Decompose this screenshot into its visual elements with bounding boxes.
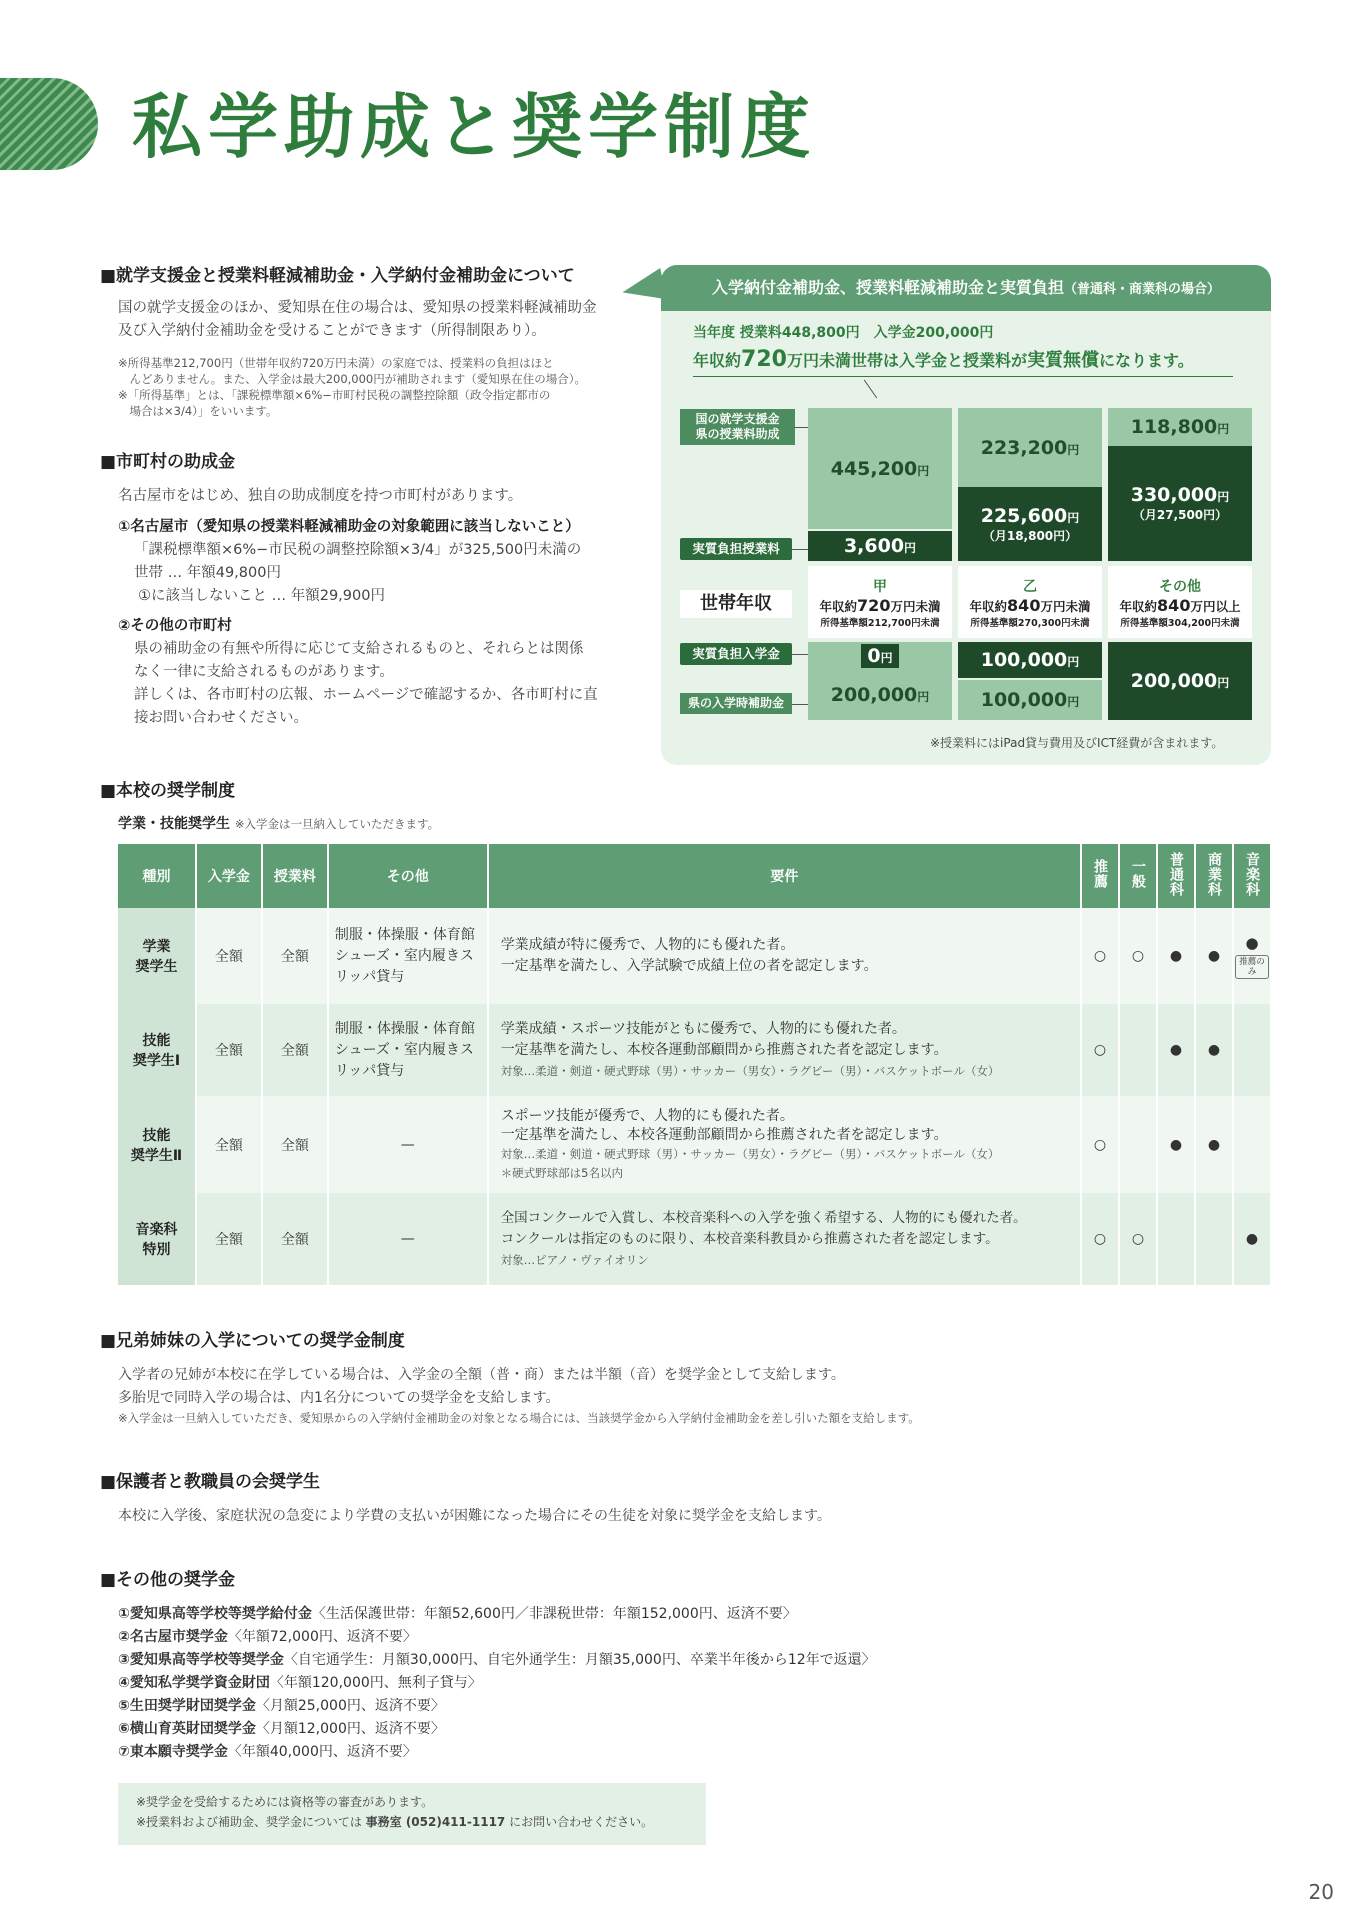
item-detail: 〈年額40,000円、返済不要〉 bbox=[227, 1744, 417, 1760]
bracket-name: 乙 bbox=[1023, 578, 1037, 595]
income-pre: 年収約 bbox=[1119, 598, 1158, 614]
col-header-futsu bbox=[1157, 844, 1195, 908]
section-heading-scholarship: ■本校の奨学制度 bbox=[100, 781, 236, 801]
footer-note-line: ※奨学金を受給するためには資格等の審査があります。 bbox=[136, 1795, 434, 1809]
recommend-only-badge: 推薦のみ bbox=[1235, 955, 1269, 979]
income-number: 840 bbox=[1157, 595, 1191, 615]
table-row bbox=[118, 1096, 1271, 1193]
income-post: 万円未満 bbox=[890, 598, 941, 614]
col-c-support bbox=[1108, 408, 1252, 446]
vertical-text: 音楽科 bbox=[1243, 851, 1260, 897]
label-tick bbox=[792, 549, 808, 550]
mark-ippan: ○ bbox=[1119, 1193, 1157, 1285]
headline-post: になります。 bbox=[1098, 351, 1194, 370]
value: 200,000 bbox=[1130, 670, 1218, 692]
req-line: 一定基準を満たし、入学試験で成績上位の者を認定します。 bbox=[500, 958, 878, 974]
income-base: 所得基準額304,200円未満 bbox=[1120, 617, 1240, 629]
row-entry: 全額 bbox=[196, 1096, 262, 1193]
req-target: 対象…柔道・剣道・硬式野球（男）・サッカー（男女）・ラグビー（男）・バスケットボール（女） bbox=[500, 1146, 1000, 1161]
income-pre: 年収約 bbox=[969, 598, 1008, 614]
unit: 円 bbox=[1217, 676, 1230, 690]
income-pre: 年収約 bbox=[819, 598, 858, 614]
row-type: 音楽科 特別 bbox=[118, 1193, 196, 1285]
col-a-burden-entry bbox=[861, 644, 899, 668]
mark-ongaku bbox=[1233, 1096, 1271, 1193]
value: 200,000 bbox=[830, 684, 918, 706]
unit: 円 bbox=[917, 463, 930, 478]
col-header-shogyo bbox=[1195, 844, 1233, 908]
item-detail: 〈年額72,000円、返済不要〉 bbox=[227, 1629, 417, 1645]
label-line: 国の就学支援金 bbox=[695, 412, 780, 426]
mark-shogyo: ● bbox=[1195, 908, 1233, 1004]
col-header-tuition: 授業料 bbox=[262, 844, 328, 908]
siblings-line: 入学者の兄姉が本校に在学している場合は、入学金の全額（普・商）または半額（音）を奨学金として支給します。 bbox=[118, 1367, 845, 1383]
support-body-line: 及び入学納付金補助金を受けることができます（所得制限あり）。 bbox=[118, 323, 546, 339]
value: 445,200 bbox=[830, 457, 918, 480]
table-row bbox=[118, 1004, 1271, 1096]
support-note-line: ※所得基準212,700円（世帯年収約720万円未満）の家庭では、授業料の負担はほと bbox=[118, 356, 554, 370]
siblings-line: 多胎児で同時入学の場合は、内1名分についての奨学金を支給します。 bbox=[118, 1390, 560, 1406]
page-number: 20 bbox=[1308, 1880, 1334, 1904]
support-notes bbox=[118, 355, 586, 419]
support-note-line: 場合は×3/4）」をいいます。 bbox=[118, 404, 278, 418]
row-type: 学業 奨学生 bbox=[118, 908, 196, 1004]
value: 100,000 bbox=[980, 689, 1068, 711]
municipal-item1-line: 「課税標準額×6%−市民税の調整控除額×3/4」が325,500円未満の bbox=[134, 542, 582, 558]
vertical-text: 一般 bbox=[1130, 859, 1147, 889]
municipal-item2-line: なく一律に支給されるものがあります。 bbox=[134, 664, 394, 680]
support-note-line: ※「所得基準」とは、「課税標準額×6%−市町村民税の調整控除額（政令指定都市の bbox=[118, 388, 551, 402]
note-pre: ※授業料および補助金、奨学金については bbox=[136, 1815, 366, 1829]
row-tuition: 全額 bbox=[262, 1096, 328, 1193]
col-a-income bbox=[808, 566, 952, 638]
value: 118,800 bbox=[1130, 416, 1218, 438]
item-name: ④愛知私学奨学資金財団 bbox=[118, 1675, 270, 1691]
table-header-row bbox=[118, 844, 1271, 908]
value: 225,600 bbox=[980, 504, 1068, 527]
section-heading-pta: ■保護者と教職員の会奨学生 bbox=[100, 1472, 321, 1492]
chart-fees-line: 当年度 授業料448,800円 入学金200,000円 bbox=[693, 325, 994, 341]
row-other: — bbox=[328, 1193, 488, 1285]
item-detail: 〈生活保護世帯：年額52,600円／非課税世帯：年額152,000円、返済不要〉 bbox=[311, 1606, 797, 1622]
value-label bbox=[1131, 416, 1230, 438]
col-header-entry: 入学金 bbox=[196, 844, 262, 908]
header-decoration bbox=[0, 78, 98, 170]
mark-shogyo: ● bbox=[1195, 1096, 1233, 1193]
income-line bbox=[970, 596, 1091, 615]
list-item bbox=[118, 1718, 876, 1741]
col-b-income bbox=[958, 566, 1102, 638]
municipal-item2-line: 詳しくは、各市町村の広報、ホームページで確認するか、各市町村に直 bbox=[134, 687, 598, 703]
value-label bbox=[981, 689, 1080, 711]
item-detail: 〈月額12,000円、返済不要〉 bbox=[255, 1721, 445, 1737]
col-b-burden-tuition bbox=[958, 487, 1102, 561]
row-entry: 全額 bbox=[196, 1193, 262, 1285]
footer-notes bbox=[136, 1792, 706, 1832]
col-c-income bbox=[1108, 566, 1252, 638]
unit: 円 bbox=[1067, 655, 1080, 669]
unit: 円 bbox=[1217, 490, 1230, 504]
section-heading-municipal: ■市町村の助成金 bbox=[100, 452, 236, 472]
mark-ongaku bbox=[1233, 1004, 1271, 1096]
municipal-intro: 名古屋市をはじめ、独自の助成制度を持つ市町村があります。 bbox=[118, 488, 523, 504]
bracket-name: その他 bbox=[1159, 578, 1201, 595]
label-burden-tuition: 実質負担授業料 bbox=[680, 538, 792, 560]
headline-emphasis: 実質無償 bbox=[1026, 350, 1099, 371]
value: 100,000 bbox=[980, 649, 1068, 671]
req-line: 一定基準を満たし、本校各運動部顧問から推薦された者を認定します。 bbox=[500, 1041, 948, 1058]
vertical-text: 推薦 bbox=[1092, 859, 1109, 889]
municipal-item1-line: 世帯 … 年額49,800円 bbox=[134, 565, 281, 581]
income-base: 所得基準額270,300円未満 bbox=[970, 617, 1090, 629]
req-target: 対象…柔道・剣道・硬式野球（男）・サッカー（男女）・ラグビー（男）・バスケットボール（女） bbox=[500, 1063, 1000, 1078]
mark-ongaku bbox=[1233, 908, 1271, 1004]
col-header-ippan bbox=[1119, 844, 1157, 908]
req-line: 全国コンクールで入賞し、本校音楽科への入学を強く希望する、人物的にも優れた者。 bbox=[500, 1209, 1027, 1226]
col-a-burden-tuition bbox=[808, 531, 952, 561]
mark-ippan bbox=[1119, 1004, 1157, 1096]
income-post: 万円未満 bbox=[1040, 598, 1091, 614]
footer-note-line bbox=[136, 1812, 706, 1832]
list-item bbox=[118, 1672, 876, 1695]
label-tick bbox=[795, 427, 808, 428]
item-detail: 〈年額120,000円、無利子貸与〉 bbox=[269, 1675, 482, 1691]
income-base: 所得基準額212,700円未満 bbox=[820, 617, 940, 629]
req-target: 対象…ピアノ・ヴァイオリン bbox=[500, 1252, 649, 1267]
municipal-item2-title: ②その他の市町村 bbox=[118, 618, 232, 634]
mark-suisen: ○ bbox=[1081, 908, 1119, 1004]
municipal-item1-title: ①名古屋市（愛知県の授業料軽減補助金の対象範囲に該当しないこと） bbox=[118, 519, 580, 535]
mark-ippan: ○ bbox=[1119, 908, 1157, 1004]
value-label bbox=[981, 437, 1080, 459]
req-line: スポーツ技能が優秀で、人物的にも優れた者。 bbox=[500, 1107, 794, 1124]
municipal-item2-line: 接お問い合わせください。 bbox=[134, 710, 308, 726]
item-detail: 〈月額25,000円、返済不要〉 bbox=[255, 1698, 445, 1714]
mark-futsu: ● bbox=[1157, 908, 1195, 1004]
req-line: 学業成績が特に優秀で、人物的にも優れた者。 bbox=[500, 937, 795, 953]
item-detail: 〈自宅通学生：月額30,000円、自宅外通学生：月額35,000円、卒業半年後から12年で返還〉 bbox=[283, 1652, 876, 1668]
bracket-name: 甲 bbox=[873, 578, 887, 595]
value-label bbox=[867, 645, 892, 667]
item-name: ③愛知県高等学校等奨学金 bbox=[118, 1652, 284, 1668]
headline-pre: 年収約 bbox=[693, 351, 742, 370]
municipal-item2-line: 県の補助金の有無や所得に応じて支給されるものと、それらとは関係 bbox=[134, 641, 584, 657]
label-tick bbox=[792, 654, 808, 655]
row-requirement bbox=[488, 1096, 1081, 1193]
table-row bbox=[118, 1193, 1271, 1285]
item-name: ②名古屋市奨学金 bbox=[118, 1629, 228, 1645]
section-heading-other: ■その他の奨学金 bbox=[100, 1570, 236, 1590]
row-entry: 全額 bbox=[196, 1004, 262, 1096]
col-header-suisen bbox=[1081, 844, 1119, 908]
col-c-burden-tuition bbox=[1108, 446, 1252, 561]
mark-futsu bbox=[1157, 1193, 1195, 1285]
value: 3,600 bbox=[843, 535, 905, 557]
col-c-burden-entry bbox=[1108, 642, 1252, 720]
unit: 円 bbox=[904, 541, 917, 555]
income-line bbox=[820, 596, 941, 615]
unit: 円 bbox=[1067, 510, 1080, 525]
chart-title-sub: （普通科・商業科の場合） bbox=[1064, 282, 1221, 297]
other-scholarship-list bbox=[118, 1603, 876, 1764]
label-national-support bbox=[680, 409, 795, 445]
mark-suisen: ○ bbox=[1081, 1004, 1119, 1096]
vertical-text: 普通科 bbox=[1168, 851, 1184, 897]
req-target: ＊硬式野球部は5名以内 bbox=[500, 1165, 624, 1180]
chart-callout-tip bbox=[619, 268, 667, 308]
chart-footnote: ※授業料にはiPad貸与費用及びICT経費が含まれます。 bbox=[930, 736, 1224, 750]
req-line: 学業成績・スポーツ技能がともに優秀で、人物的にも優れた者。 bbox=[500, 1020, 906, 1037]
col-b-support bbox=[958, 408, 1102, 487]
value-label bbox=[981, 649, 1080, 671]
list-item bbox=[118, 1741, 876, 1764]
chart-title-main: 入学納付金補助金、授業料軽減補助金と実質負担 bbox=[711, 278, 1064, 297]
row-entry: 全額 bbox=[196, 908, 262, 1004]
row-other: — bbox=[328, 1096, 488, 1193]
mark-futsu: ● bbox=[1157, 1004, 1195, 1096]
item-name: ⑤生田奨学財団奨学金 bbox=[118, 1698, 256, 1714]
value-label bbox=[981, 505, 1080, 527]
req-line: 一定基準を満たし、本校各運動部顧問から推薦された者を認定します。 bbox=[500, 1126, 948, 1143]
row-type: 技能 奨学生Ⅱ bbox=[118, 1096, 196, 1193]
mark-ongaku: ● bbox=[1233, 1193, 1271, 1285]
req-line: コンクールは指定のものに限り、本校音楽科教員から推薦された者を認定します。 bbox=[500, 1230, 999, 1247]
chart-headline bbox=[693, 346, 1233, 377]
subheading-text: 学業・技能奨学生 bbox=[118, 816, 230, 832]
mark-shogyo bbox=[1195, 1193, 1233, 1285]
mark-ongaku-symbol: ● bbox=[1245, 933, 1259, 952]
vertical-text: 商業科 bbox=[1205, 851, 1222, 897]
footer-note-box bbox=[118, 1783, 706, 1845]
row-tuition: 全額 bbox=[262, 908, 328, 1004]
row-tuition: 全額 bbox=[262, 1193, 328, 1285]
col-header-other: その他 bbox=[328, 844, 488, 908]
mark-ippan bbox=[1119, 1096, 1157, 1193]
income-number: 720 bbox=[857, 595, 891, 615]
mark-suisen: ○ bbox=[1081, 1193, 1119, 1285]
unit: 円 bbox=[1067, 695, 1080, 709]
list-item bbox=[118, 1603, 876, 1626]
label-line: 県の授業料助成 bbox=[695, 427, 780, 441]
col-b-pref-entry bbox=[958, 680, 1102, 720]
siblings-body bbox=[118, 1364, 920, 1426]
mark-shogyo: ● bbox=[1195, 1004, 1233, 1096]
col-header-ongaku bbox=[1233, 844, 1271, 908]
item-name: ①愛知県高等学校等奨学給付金 bbox=[118, 1606, 312, 1622]
section-heading-siblings: ■兄弟姉妹の入学についての奨学金制度 bbox=[100, 1331, 405, 1351]
support-note-line: んどありません。また、入学金は最大200,000円が補助されます（愛知県在住の場合）。 bbox=[118, 372, 586, 386]
row-requirement bbox=[488, 1004, 1081, 1096]
unit: 円 bbox=[917, 690, 930, 704]
row-type: 技能 奨学生Ⅰ bbox=[118, 1004, 196, 1096]
headline-mid: 万円未満世帯は入学金と授業料が bbox=[786, 351, 1027, 370]
label-tick bbox=[792, 704, 808, 705]
scholarship-table bbox=[118, 844, 1272, 1285]
siblings-note: ※入学金は一旦納入していただき、愛知県からの入学納付金補助金の対象となる場合には、当該奨学金から入学納付金補助金を差し引いた額を支給します。 bbox=[118, 1411, 920, 1425]
municipal-item1-line: ①に該当しないこと … 年額29,900円 bbox=[138, 588, 385, 604]
section-heading-support: ■就学支援金と授業料軽減補助金・入学納付金補助金について bbox=[100, 266, 575, 286]
municipal-item2-body bbox=[134, 638, 598, 730]
value: 223,200 bbox=[980, 436, 1068, 459]
chart-title bbox=[661, 265, 1271, 311]
row-tuition: 全額 bbox=[262, 1004, 328, 1096]
table-subheading bbox=[118, 813, 439, 833]
row-other: 制服・体操服・体育館シューズ・室内履きスリッパ貸与 bbox=[328, 1004, 488, 1096]
table-row bbox=[118, 908, 1271, 1004]
value: 0 bbox=[867, 645, 881, 667]
unit: 円 bbox=[880, 651, 893, 665]
income-number: 840 bbox=[1007, 595, 1041, 615]
col-b-burden-entry bbox=[958, 642, 1102, 678]
income-post: 万円以上 bbox=[1190, 598, 1241, 614]
note-post: にお問い合わせください。 bbox=[505, 1815, 654, 1829]
list-item bbox=[118, 1649, 876, 1672]
income-line bbox=[1120, 596, 1241, 615]
support-body bbox=[118, 297, 597, 343]
row-requirement bbox=[488, 1193, 1081, 1285]
value-label bbox=[831, 458, 930, 480]
municipal-item1-body bbox=[134, 539, 581, 608]
monthly-value: （月18,800円） bbox=[982, 528, 1078, 543]
value-label bbox=[1131, 484, 1230, 506]
col-header-requirement: 要件 bbox=[488, 844, 1081, 908]
list-item bbox=[118, 1695, 876, 1718]
list-item bbox=[118, 1626, 876, 1649]
value: 330,000 bbox=[1130, 484, 1218, 506]
mark-suisen: ○ bbox=[1081, 1096, 1119, 1193]
page-title: 私学助成と奨学制度 bbox=[132, 86, 816, 168]
unit: 円 bbox=[1217, 422, 1230, 436]
monthly-value: （月27,500円） bbox=[1132, 508, 1228, 522]
subheading-note: ※入学金は一旦納入していただきます。 bbox=[234, 817, 440, 831]
row-other: 制服・体操服・体育館シューズ・室内履きスリッパ貸与 bbox=[328, 908, 488, 1004]
col-a-support bbox=[808, 408, 952, 529]
headline-number: 720 bbox=[741, 347, 787, 372]
support-body-line: 国の就学支援金のほか、愛知県在住の場合は、愛知県の授業料軽減補助金 bbox=[118, 300, 597, 316]
label-household-income: 世帯年収 bbox=[680, 590, 792, 618]
item-name: ⑥横山育英財団奨学金 bbox=[118, 1721, 256, 1737]
label-pref-entry: 県の入学時補助金 bbox=[680, 693, 792, 714]
office-phone: 事務室 (052)411-1117 bbox=[365, 1815, 506, 1829]
unit: 円 bbox=[1067, 442, 1080, 457]
item-name: ⑦東本願寺奨学金 bbox=[118, 1744, 228, 1760]
value-label bbox=[1131, 670, 1230, 692]
mark-futsu: ● bbox=[1157, 1096, 1195, 1193]
value-label bbox=[831, 684, 930, 706]
col-header-type: 種別 bbox=[118, 844, 196, 908]
value-label bbox=[844, 535, 916, 557]
label-burden-entry: 実質負担入学金 bbox=[680, 643, 792, 665]
row-requirement bbox=[488, 908, 1081, 1004]
pta-body: 本校に入学後、家庭状況の急変により学費の支払いが困難になった場合にその生徒を対象に奨学金を支給します。 bbox=[118, 1508, 831, 1524]
